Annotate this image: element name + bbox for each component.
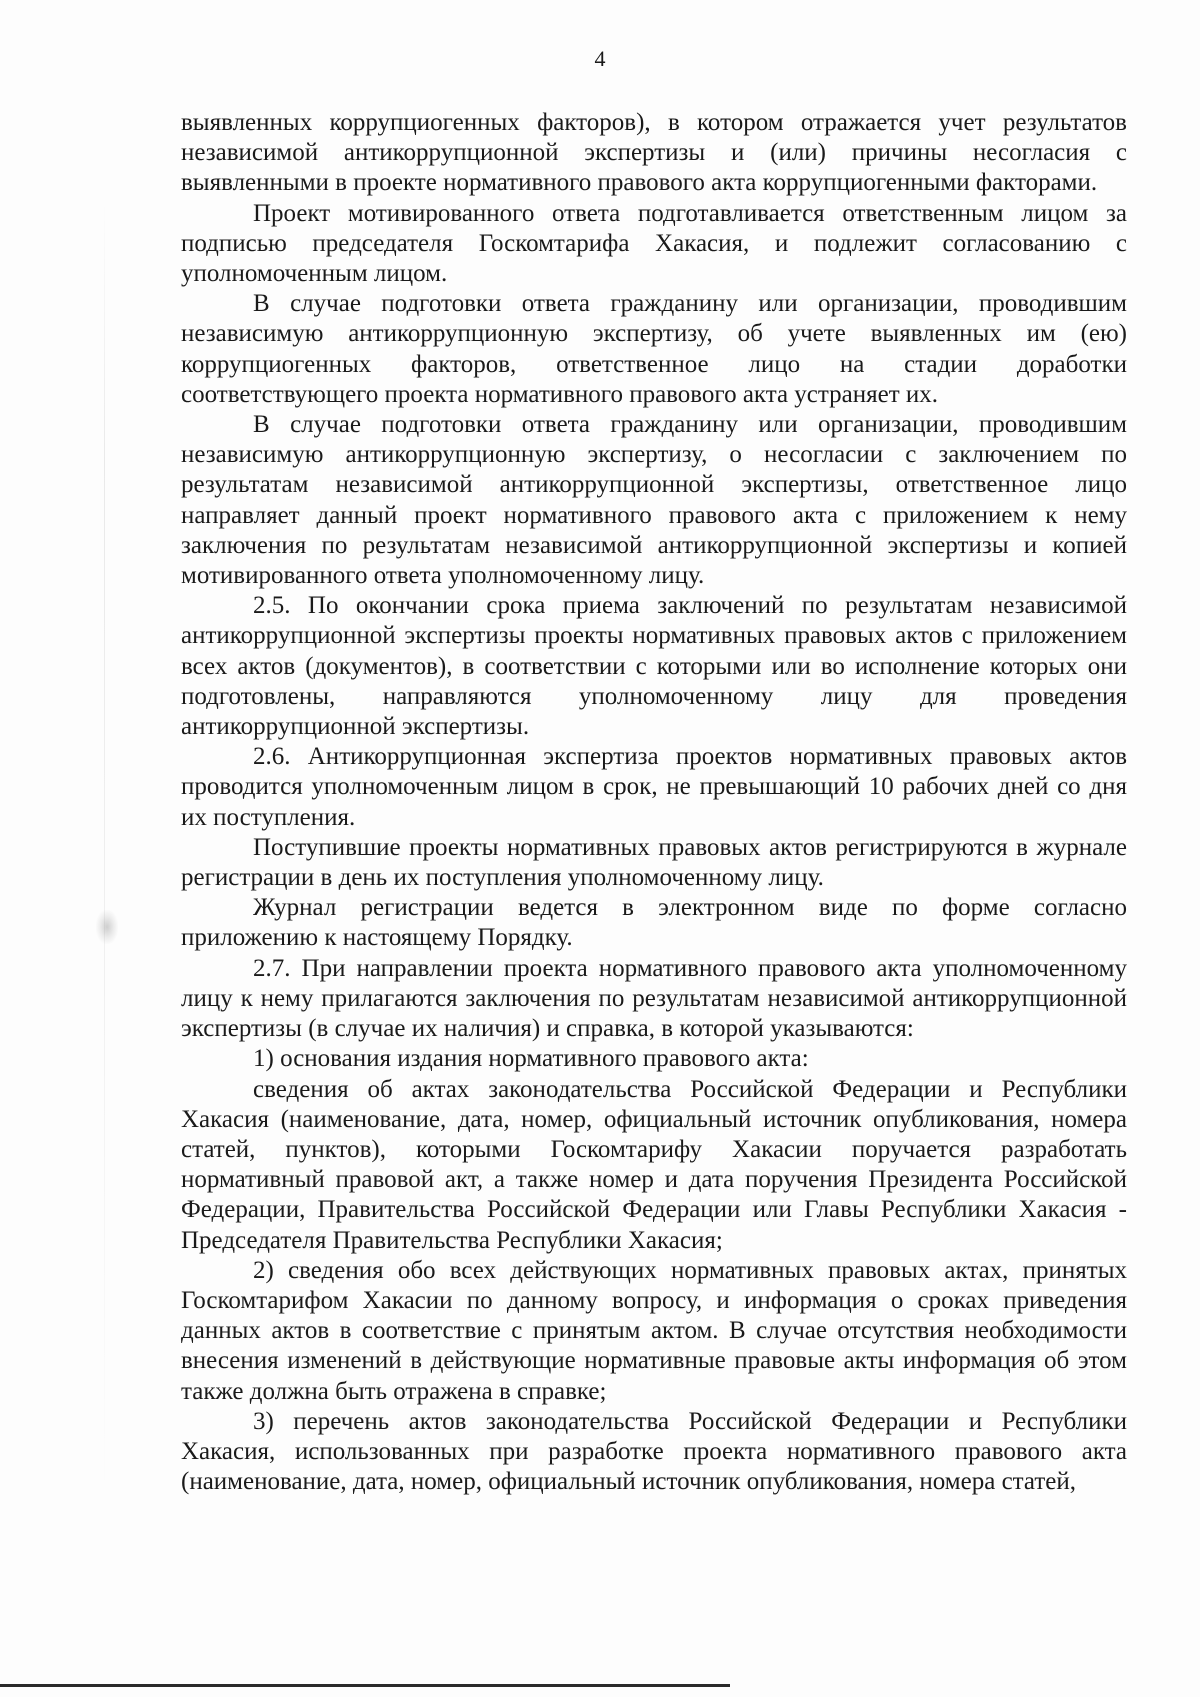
paragraph-registration: Поступившие проекты нормативных правовых актов регистрируются в журнале регистрации в день их поступления уполномоченному лицу. (181, 833, 1127, 892)
paragraph-item-2: 2) сведения обо всех действующих нормативных правовых актах, принятых Госкомтарифом Хакасии по данному вопросу, и информация о сроках приведения данных актов в соответствие с принятым актом. В случае отсутствия необходимости внесения изменений в действующие нормативные правовые акты информация об этом также должна быть отражена в справке; (181, 1256, 1127, 1405)
paragraph-clause-2-7: 2.7. При направлении проекта нормативного правового акта уполномоченному лицу к нему прилагаются заключения по результатам независимой антикоррупционной экспертизы (в случае их наличия) и справка, в которой указываются: (181, 954, 1127, 1043)
paragraph-journal: Журнал регистрации ведется в электронном виде по форме согласно приложению к настоящему Порядку. (181, 894, 1127, 952)
scan-smudge-artifact (96, 910, 118, 944)
paragraph-item-3: 3) перечень актов законодательства Российской Федерации и Республики Хакасия, использованных при разработке проекта нормативного правового акта (наименование, дата, номер, официальный источник опубликования, номера статей, (181, 1407, 1127, 1496)
paragraph-response-disagree: В случае подготовки ответа гражданину или организации, проводившим независимую антикоррупционную экспертизу, о несогласии с заключением по результатам независимой антикоррупционной экспертизы, ответственное лицо направляет данный проект нормативного правового акта с приложением к нему заключения по результатам независимой антикоррупционной экспертизы и копией мотивированного ответа уполномоченному лицу. (181, 411, 1127, 590)
scan-edge-artifact (104, 200, 105, 1500)
paragraph-item-1-details: сведения об актах законодательства Российской Федерации и Республики Хакасия (наименование, дата, номер, официальный источник опубликования, номера статей, пунктов), которыми Госкомтарифу Хакасии поручается разработать нормативный правовой акт, а также номер и дата поручения Президента Российской Федерации, Правительства Российской Федерации или Главы Республики Хакасия - Председателя Правительства Республики Хакасия; (181, 1075, 1127, 1254)
paragraph-draft-response: Проект мотивированного ответа подготавливается ответственным лицом за подписью председателя Госкомтарифа Хакасия, и подлежит согласованию с уполномоченным лицом. (181, 199, 1127, 288)
document-body (181, 108, 1127, 1497)
scan-bottom-edge-line (0, 1684, 730, 1687)
paragraph-item-1: 1) основания издания нормативного правового акта: (253, 1045, 809, 1073)
page-number: 4 (594, 46, 606, 71)
paragraph-response-accept: В случае подготовки ответа гражданину или организации, проводившим независимую антикоррупционную экспертизу, об учете выявленных им (ею) коррупциогенных факторов, ответственное лицо на стадии доработки соответствующего проекта нормативного правового акта устраняет их. (181, 290, 1127, 408)
paragraph-clause-2-6: 2.6. Антикоррупционная экспертиза проектов нормативных правовых актов проводится уполномоченным лицом в срок, не превышающий 10 рабочих дней со дня их поступления. (181, 743, 1127, 831)
paragraph-clause-2-5: 2.5. По окончании срока приема заключений по результатам независимой антикоррупционной экспертизы проекты нормативных правовых актов с приложением всех актов (документов), в соответствии с которыми или во исполнение которых они подготовлены, направляются уполномоченному лицу для проведения антикоррупционной экспертизы. (181, 592, 1127, 741)
paragraph-continuation: выявленных коррупциогенных факторов), в котором отражается учет результатов независимой антикоррупционной экспертизы и (или) причины несогласия с выявленными в проекте нормативного правового акта коррупциогенными факторами. (181, 109, 1127, 197)
